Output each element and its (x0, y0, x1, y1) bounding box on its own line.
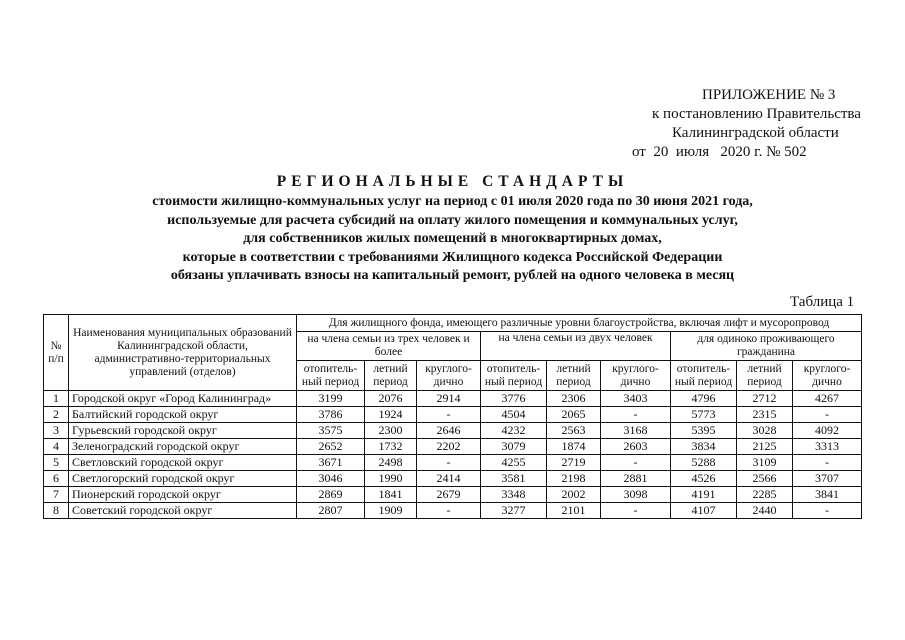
value-cell: 3168 (601, 423, 671, 439)
value-cell: 4107 (671, 503, 737, 519)
value-cell: 4191 (671, 487, 737, 503)
value-cell: 2076 (365, 391, 417, 407)
table-row (44, 487, 862, 503)
table-label: Таблица 1 (790, 294, 855, 310)
document-title: РЕГИОНАЛЬНЫЕ СТАНДАРТЫ (276, 173, 629, 190)
header-num: № п/п (44, 315, 69, 391)
table-row (44, 407, 862, 423)
table-row (44, 423, 862, 439)
value-cell: 3671 (297, 455, 365, 471)
heading-line-3: для собственников жилых помещений в многоквартирных домах, (243, 231, 662, 246)
value-cell: 1990 (365, 471, 417, 487)
value-cell: - (417, 503, 481, 519)
row-municipality: Городской округ «Город Калининград» (69, 391, 297, 407)
value-cell: 3776 (481, 391, 547, 407)
value-cell: 2202 (417, 439, 481, 455)
value-cell: 1732 (365, 439, 417, 455)
value-cell: 2712 (737, 391, 793, 407)
value-cell: 3841 (793, 487, 862, 503)
row-municipality: Светлогорский городской округ (69, 471, 297, 487)
value-cell: 3079 (481, 439, 547, 455)
row-municipality: Балтийский городской округ (69, 407, 297, 423)
value-cell: 2440 (737, 503, 793, 519)
value-cell: 2101 (547, 503, 601, 519)
subgroup-three-plus: на члена семьи из трех человек и более (297, 332, 481, 361)
value-cell: 3199 (297, 391, 365, 407)
subcol-header: летний период (547, 361, 601, 391)
value-cell: 4255 (481, 455, 547, 471)
value-cell: 3098 (601, 487, 671, 503)
value-cell: 5773 (671, 407, 737, 423)
value-cell: 2414 (417, 471, 481, 487)
annex-block (590, 86, 880, 162)
subcol-header: летний период (365, 361, 417, 391)
value-cell: 4267 (793, 391, 862, 407)
value-cell: 4504 (481, 407, 547, 423)
value-cell: 3028 (737, 423, 793, 439)
value-cell: 2719 (547, 455, 601, 471)
value-cell: - (601, 407, 671, 423)
standards-table (43, 314, 862, 519)
value-cell: - (601, 455, 671, 471)
row-number: 4 (44, 439, 69, 455)
value-cell: 1924 (365, 407, 417, 423)
value-cell: 3786 (297, 407, 365, 423)
value-cell: 2563 (547, 423, 601, 439)
value-cell: 2498 (365, 455, 417, 471)
value-cell: - (601, 503, 671, 519)
subcol-header: круглого-дично (417, 361, 481, 391)
value-cell: 3109 (737, 455, 793, 471)
table-row (44, 439, 862, 455)
value-cell: 3046 (297, 471, 365, 487)
row-number: 7 (44, 487, 69, 503)
value-cell: 2869 (297, 487, 365, 503)
value-cell: 4796 (671, 391, 737, 407)
subcol-header: отопитель-ный период (481, 361, 547, 391)
annex-region: Калининградской области (672, 125, 839, 141)
row-number: 6 (44, 471, 69, 487)
value-cell: - (417, 455, 481, 471)
value-cell: 5395 (671, 423, 737, 439)
row-municipality: Светловский городской округ (69, 455, 297, 471)
value-cell: - (793, 407, 862, 423)
subgroup-single: для одиноко проживающего гражданина (671, 332, 862, 361)
value-cell: 4092 (793, 423, 862, 439)
row-number: 3 (44, 423, 69, 439)
value-cell: 2646 (417, 423, 481, 439)
value-cell: 2125 (737, 439, 793, 455)
value-cell: 2881 (601, 471, 671, 487)
subcol-header: отопитель-ный период (671, 361, 737, 391)
heading-line-1: стоимости жилищно-коммунальных услуг на период с 01 июля 2020 года по 30 июня 2021 года, (152, 194, 753, 209)
value-cell: - (793, 455, 862, 471)
row-municipality: Советский городской округ (69, 503, 297, 519)
value-cell: 4526 (671, 471, 737, 487)
value-cell: 3277 (481, 503, 547, 519)
heading-line-4: которые в соответствии с требованиями Жилищного кодекса Российской Федерации (182, 249, 723, 265)
value-cell: 2198 (547, 471, 601, 487)
value-cell: 3575 (297, 423, 365, 439)
value-cell: 3707 (793, 471, 862, 487)
subgroup-two: на члена семьи из двух человек (481, 332, 671, 361)
row-number: 1 (44, 391, 69, 407)
heading-line-5: обязаны уплачивать взносы на капитальный ремонт, рублей на одного человека в месяц (170, 268, 735, 283)
annex-date: от 20 июля 2020 г. № 502 (632, 144, 807, 160)
table-row (44, 503, 862, 519)
table-row (44, 455, 862, 471)
value-cell: 2002 (547, 487, 601, 503)
row-number: 8 (44, 503, 69, 519)
value-cell: 2065 (547, 407, 601, 423)
value-cell: 3313 (793, 439, 862, 455)
value-cell: 2285 (737, 487, 793, 503)
value-cell: 2603 (601, 439, 671, 455)
subcol-header: круглого-дично (793, 361, 862, 391)
value-cell: 2679 (417, 487, 481, 503)
heading-line-2: используемые для расчета субсидий на оплату жилого помещения и коммунальных услуг, (167, 212, 738, 228)
subcol-header: отопитель-ный период (297, 361, 365, 391)
value-cell: 1909 (365, 503, 417, 519)
header-name: Наименования муниципальных образований Калининградской области, административно-территориальных управлений (отделов) (69, 315, 297, 391)
value-cell: 2652 (297, 439, 365, 455)
value-cell: 2315 (737, 407, 793, 423)
subcol-header: летний период (737, 361, 793, 391)
value-cell: - (793, 503, 862, 519)
table-row (44, 391, 862, 407)
value-cell: 1841 (365, 487, 417, 503)
annex-ref: к постановлению Правительства (652, 106, 861, 122)
value-cell: 5288 (671, 455, 737, 471)
value-cell: 3348 (481, 487, 547, 503)
value-cell: 4232 (481, 423, 547, 439)
value-cell: 3581 (481, 471, 547, 487)
header-group: Для жилищного фонда, имеющего различные уровни благоустройства, включая лифт и мусоропровод (297, 315, 862, 332)
value-cell: 2306 (547, 391, 601, 407)
row-number: 2 (44, 407, 69, 423)
value-cell: 2566 (737, 471, 793, 487)
value-cell: 3834 (671, 439, 737, 455)
document-heading (0, 171, 905, 286)
annex-number: ПРИЛОЖЕНИЕ № 3 (702, 87, 836, 103)
value-cell: 1874 (547, 439, 601, 455)
row-municipality: Пионерский городской округ (69, 487, 297, 503)
table-row (44, 471, 862, 487)
value-cell: 3403 (601, 391, 671, 407)
row-municipality: Зеленоградский городской округ (69, 439, 297, 455)
row-number: 5 (44, 455, 69, 471)
value-cell: 2914 (417, 391, 481, 407)
value-cell: 2807 (297, 503, 365, 519)
value-cell: 2300 (365, 423, 417, 439)
row-municipality: Гурьевский городской округ (69, 423, 297, 439)
value-cell: - (417, 407, 481, 423)
subcol-header: круглого-дично (601, 361, 671, 391)
